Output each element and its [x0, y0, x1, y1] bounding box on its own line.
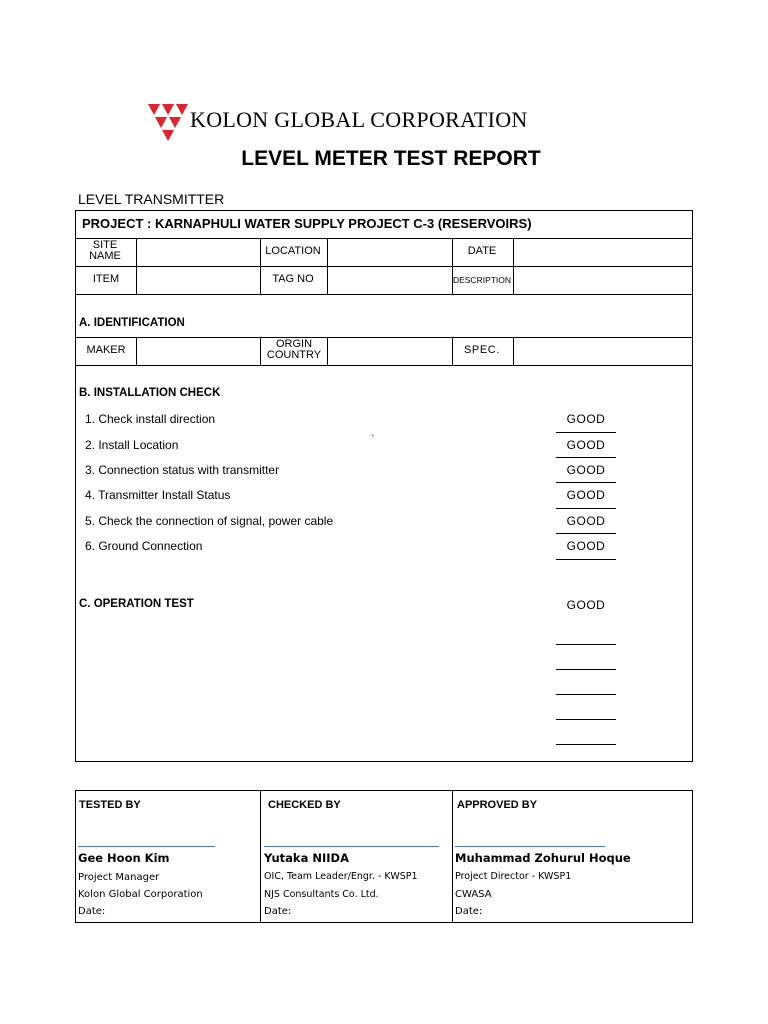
- origin-country-field[interactable]: [328, 338, 451, 364]
- check-item-4: 4. Transmitter Install Status: [85, 488, 231, 502]
- section-label: LEVEL TRANSMITTER: [78, 191, 225, 207]
- maker-label: MAKER: [86, 344, 126, 356]
- tested-by-role: Project Manager: [78, 872, 160, 883]
- check-result-1: GOOD: [566, 412, 606, 426]
- item-label: ITEM: [92, 273, 120, 285]
- approved-by-role: Project Director - KWSP1: [455, 871, 572, 882]
- check-result-5: GOOD: [566, 514, 606, 528]
- operation-blank-line-4[interactable]: [556, 719, 616, 720]
- approved-by-name: Muhammad Zohurul Hoque: [455, 851, 631, 865]
- check-result-4: GOOD: [566, 488, 606, 502]
- tested-by-date: Date:: [78, 906, 106, 917]
- operation-blank-line-1[interactable]: [556, 644, 616, 645]
- check-item-1: 1. Check install direction: [85, 412, 216, 426]
- identification-heading: A. IDENTIFICATION: [79, 317, 185, 329]
- operation-blank-line-3[interactable]: [556, 694, 616, 695]
- check-item-6: 6. Ground Connection: [85, 539, 203, 553]
- spec-label: SPEC.: [463, 344, 500, 356]
- operation-result: GOOD: [566, 598, 606, 612]
- tested-by-name: Gee Hoon Kim: [78, 851, 170, 865]
- project-title: PROJECT : KARNAPHULI WATER SUPPLY PROJECT C-3 (RESERVOIRS): [82, 216, 532, 231]
- installation-heading: B. INSTALLATION CHECK: [79, 387, 221, 399]
- site-name-field[interactable]: [137, 239, 259, 265]
- operation-blank-line-2[interactable]: [556, 669, 616, 670]
- check-result-3: GOOD: [566, 463, 606, 477]
- description-field[interactable]: [514, 267, 692, 293]
- operation-blank-line-5[interactable]: [556, 744, 616, 745]
- item-field[interactable]: [137, 267, 259, 293]
- tested-by-header: TESTED BY: [79, 799, 141, 811]
- location-label: LOCATION: [265, 245, 321, 257]
- check-result-2: GOOD: [566, 438, 606, 452]
- spec-field[interactable]: [514, 338, 692, 364]
- operation-heading: C. OPERATION TEST: [79, 598, 194, 610]
- date-label: DATE: [467, 245, 497, 257]
- tag-no-label: TAG NO: [272, 273, 314, 285]
- approved-by-org: CWASA: [455, 889, 492, 900]
- approved-by-date: Date:: [455, 906, 483, 917]
- checked-by-signature-line[interactable]: [264, 846, 439, 847]
- checked-by-org: NJS Consultants Co. Ltd.: [264, 889, 379, 900]
- report-title: LEVEL METER TEST REPORT: [241, 147, 541, 170]
- maker-field[interactable]: [137, 338, 259, 364]
- checked-by-role: OIC, Team Leader/Engr. - KWSP1: [264, 871, 418, 882]
- company-name: KOLON GLOBAL CORPORATION: [190, 107, 528, 132]
- tag-no-field[interactable]: [328, 267, 451, 293]
- tested-by-org: Kolon Global Corporation: [78, 889, 203, 900]
- checked-by-date: Date:: [264, 906, 292, 917]
- tested-by-signature-line[interactable]: [78, 846, 215, 847]
- origin-country-label: ORGIN COUNTRY: [266, 338, 322, 361]
- checked-by-header: CHECKED BY: [268, 799, 341, 811]
- location-field[interactable]: [328, 239, 451, 265]
- kolon-logo-icon: [146, 102, 192, 142]
- check-result-6: GOOD: [566, 539, 606, 553]
- description-label: DESCRIPTION: [452, 275, 512, 285]
- check-item-2: 2. Install Location: [85, 438, 179, 452]
- stray-mark: `: [371, 434, 375, 446]
- check-item-5: 5. Check the connection of signal, power cable: [85, 514, 334, 528]
- site-name-label: SITE NAME: [89, 239, 121, 262]
- checked-by-name: Yutaka NIIDA: [264, 851, 349, 865]
- check-item-3: 3. Connection status with transmitter: [85, 463, 280, 477]
- date-field[interactable]: [514, 239, 692, 265]
- approved-by-signature-line[interactable]: [455, 846, 605, 847]
- approved-by-header: APPROVED BY: [457, 799, 538, 811]
